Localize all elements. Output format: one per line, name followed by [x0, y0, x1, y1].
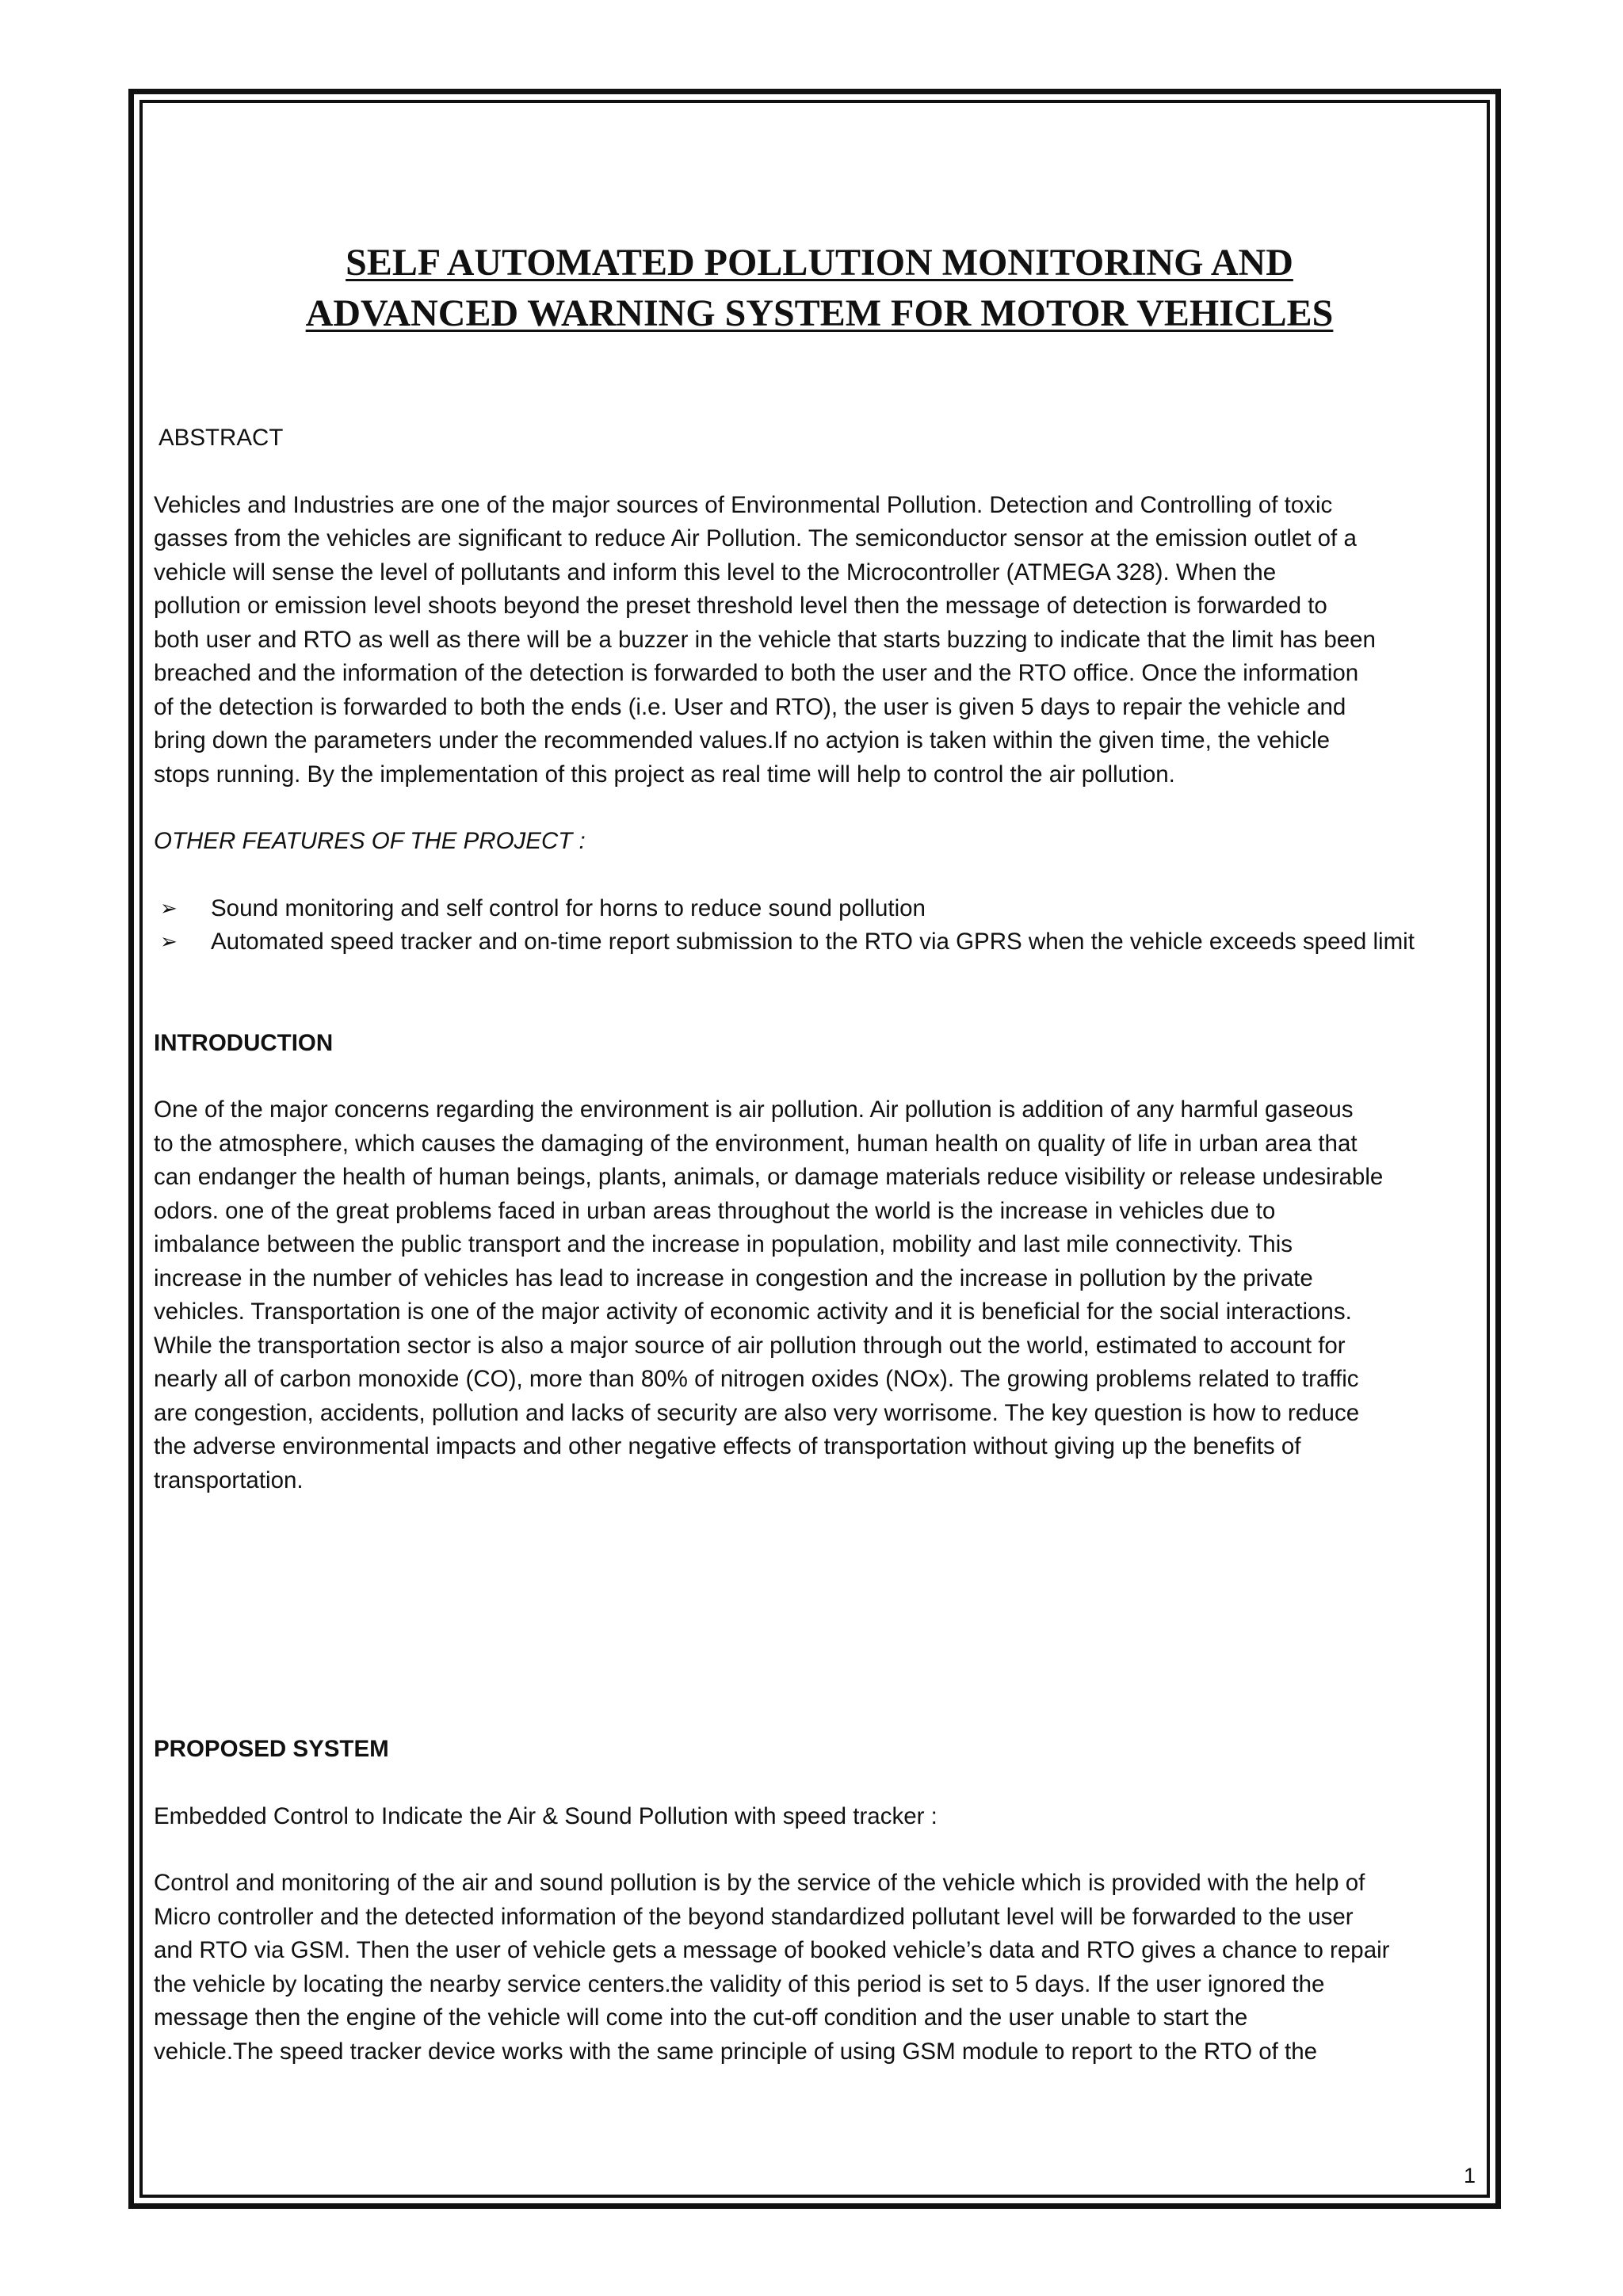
proposed-line: Control and monitoring of the air and sound pollution is by the service of the vehicle which is provided with the help of [154, 1870, 1365, 1896]
abstract-line: pollution or emission level shoots beyond the preset threshold level then the message of detection is forwarded to [154, 593, 1327, 619]
arrow-bullet-icon: ➢ [160, 930, 178, 954]
introduction-line: transportation. [154, 1466, 304, 1493]
proposed-system-subheading: Embedded Control to Indicate the Air & Sound Pollution with speed tracker : [154, 1802, 938, 1829]
abstract-line: of the detection is forwarded to both the ends (i.e. User and RTO), the user is given 5 days to repair the vehicle and [154, 693, 1346, 720]
abstract-line: both user and RTO as well as there will be a buzzer in the vehicle that starts buzzing to indicate that the limit has been [154, 626, 1376, 653]
document-title [154, 238, 1485, 339]
abstract-line: bring down the parameters under the recommended values.If no actyion is taken within the given time, the vehicle [154, 727, 1331, 753]
introduction-line: nearly all of carbon monoxide (CO), more than 80% of nitrogen oxides (NOx). The growing problems related to traffic [154, 1366, 1359, 1392]
introduction-line: are congestion, accidents, pollution and lacks of security are also very worrisome. The key question is how to reduce [154, 1399, 1360, 1426]
abstract-line: vehicle will sense the level of pollutants and inform this level to the Microcontroller (ATMEGA 328). When the [154, 559, 1277, 585]
introduction-heading: INTRODUCTION [154, 1029, 334, 1056]
introduction-line: One of the major concerns regarding the environment is air pollution. Air pollution is addition of any harmful gaseous [154, 1097, 1354, 1123]
introduction-line: While the transportation sector is also a major source of air pollution through out the world, estimated to account for [154, 1332, 1346, 1359]
proposed-line: and RTO via GSM. Then the user of vehicle gets a message of booked vehicle’s data and RTO gives a chance to repair [154, 1937, 1390, 1963]
abstract-line: gasses from the vehicles are significant to reduce Air Pollution. The semiconductor sensor at the emission outlet of a [154, 525, 1357, 551]
introduction-line: to the atmosphere, which causes the damaging of the environment, human health on quality of life in urban area that [154, 1130, 1358, 1157]
document-body [154, 238, 1485, 2069]
title-line-2: ADVANCED WARNING SYSTEM FOR MOTOR VEHICLES [305, 292, 1334, 334]
proposed-line: message then the engine of the vehicle will come into the cut-off condition and the user unable to start the [154, 2004, 1248, 2031]
proposed-line: Micro controller and the detected information of the beyond standardized pollutant level will be forwarded to the user [154, 1903, 1354, 1930]
title-line-1: SELF AUTOMATED POLLUTION MONITORING AND [346, 242, 1293, 284]
features-heading: OTHER FEATURES OF THE PROJECT : [154, 828, 586, 854]
list-item [154, 892, 1485, 926]
arrow-bullet-icon: ➢ [160, 896, 178, 921]
introduction-line: can endanger the health of human beings, plants, animals, or damage materials reduce visibility or release undesirable [154, 1164, 1384, 1190]
abstract-line: Vehicles and Industries are one of the major sources of Environmental Pollution. Detection and Controlling of toxic [154, 491, 1333, 518]
abstract-heading: ABSTRACT [158, 425, 284, 451]
feature-text: Automated speed tracker and on-time report submission to the RTO via GPRS when the vehicle exceeds speed limit [211, 929, 1415, 955]
abstract-line: breached and the information of the detection is forwarded to both the user and the RTO office. Once the information [154, 660, 1359, 686]
introduction-line: the adverse environmental impacts and other negative effects of transportation without giving up the benefits of [154, 1433, 1301, 1459]
introduction-paragraph [154, 1093, 1485, 1497]
abstract-paragraph [154, 489, 1485, 792]
introduction-line: imbalance between the public transport and the increase in population, mobility and last mile connectivity. This [154, 1231, 1293, 1257]
proposed-line: vehicle.The speed tracker device works with the same principle of using GSM module to report to the RTO of the [154, 2038, 1318, 2065]
proposed-line: the vehicle by locating the nearby service centers.the validity of this period is set to 5 days. If the user ignored the [154, 1970, 1325, 1997]
introduction-line: odors. one of the great problems faced in urban areas throughout the world is the increase in vehicles due to [154, 1197, 1276, 1224]
abstract-line: stops running. By the implementation of this project as real time will help to control the air pollution. [154, 761, 1175, 788]
list-item [154, 925, 1485, 959]
introduction-line: vehicles. Transportation is one of the major activity of economic activity and it is beneficial for the social interactions. [154, 1299, 1352, 1325]
feature-text: Sound monitoring and self control for horns to reduce sound pollution [211, 894, 926, 921]
page-number: 1 [1463, 2164, 1476, 2187]
proposed-system-paragraph [154, 1867, 1485, 2069]
introduction-line: increase in the number of vehicles has lead to increase in congestion and the increase in pollution by the private [154, 1264, 1313, 1291]
proposed-system-heading: PROPOSED SYSTEM [154, 1736, 389, 1762]
features-list [154, 892, 1485, 959]
